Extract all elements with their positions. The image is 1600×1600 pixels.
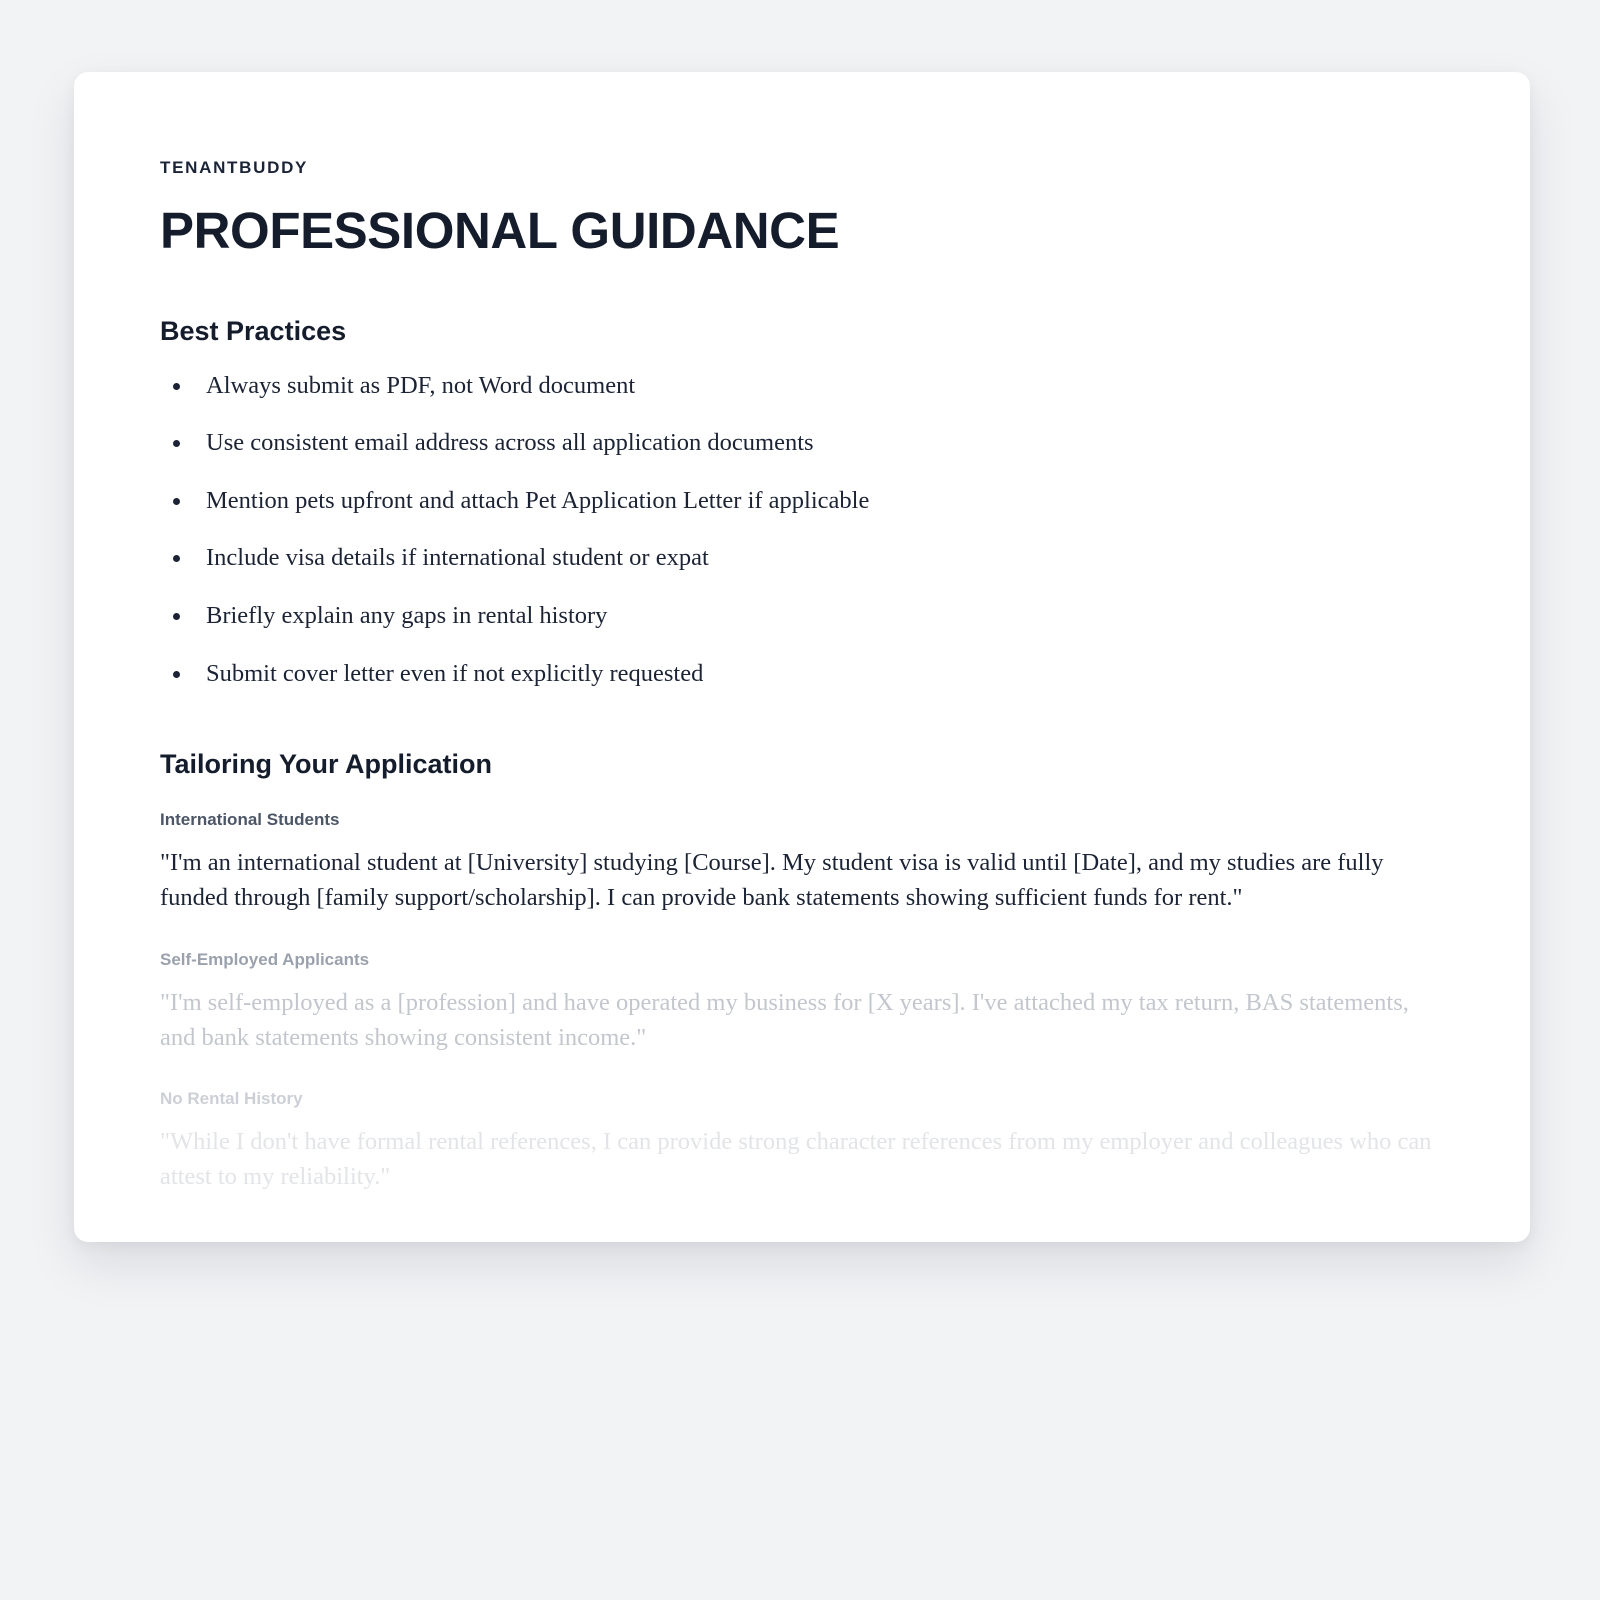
document-card <box>74 72 1530 1242</box>
sample-text: "I'm self-employed as a [profession] and have operated my business for [X years]. I've attached my tax return, BAS statements, and bank statements showing consistent income." <box>160 988 1409 1051</box>
section-heading-tailoring: Tailoring Your Application <box>160 749 493 780</box>
list-item: Include visa details if international student or expat <box>160 543 1434 574</box>
sample-text: "I'm an international student at [University] studying [Course]. My student visa is valid until [Date], and my studies are fully funded through [family support/scholarship]. I can provide bank statements showing sufficient funds for rent." <box>160 849 1384 912</box>
list-item: Submit cover letter even if not explicitly requested <box>160 659 1434 690</box>
list-item: Briefly explain any gaps in rental history <box>160 601 1434 632</box>
list-item: Use consistent email address across all application documents <box>160 428 1434 459</box>
subsection-label: No Rental History <box>160 1089 303 1109</box>
best-practices-list <box>160 371 1434 690</box>
section-heading-best-practices: Best Practices <box>160 315 347 346</box>
list-item: Always submit as PDF, not Word document <box>160 371 1434 402</box>
tailoring-block-no-rental-history <box>160 1089 1434 1195</box>
list-item: Mention pets upfront and attach Pet Application Letter if applicable <box>160 486 1434 517</box>
sample-text: "While I don't have formal rental references, I can provide strong character references from my employer and colleagues who can attest to my reliability." <box>160 1128 1432 1191</box>
tailoring-block-self-employed <box>160 950 1434 1056</box>
page-title: PROFESSIONAL GUIDANCE <box>160 202 840 259</box>
subsection-label: Self-Employed Applicants <box>160 949 370 969</box>
brand-label: TENANTBUDDY <box>160 158 309 177</box>
subsection-label: International Students <box>160 810 340 830</box>
tailoring-block-international-students <box>160 810 1434 916</box>
